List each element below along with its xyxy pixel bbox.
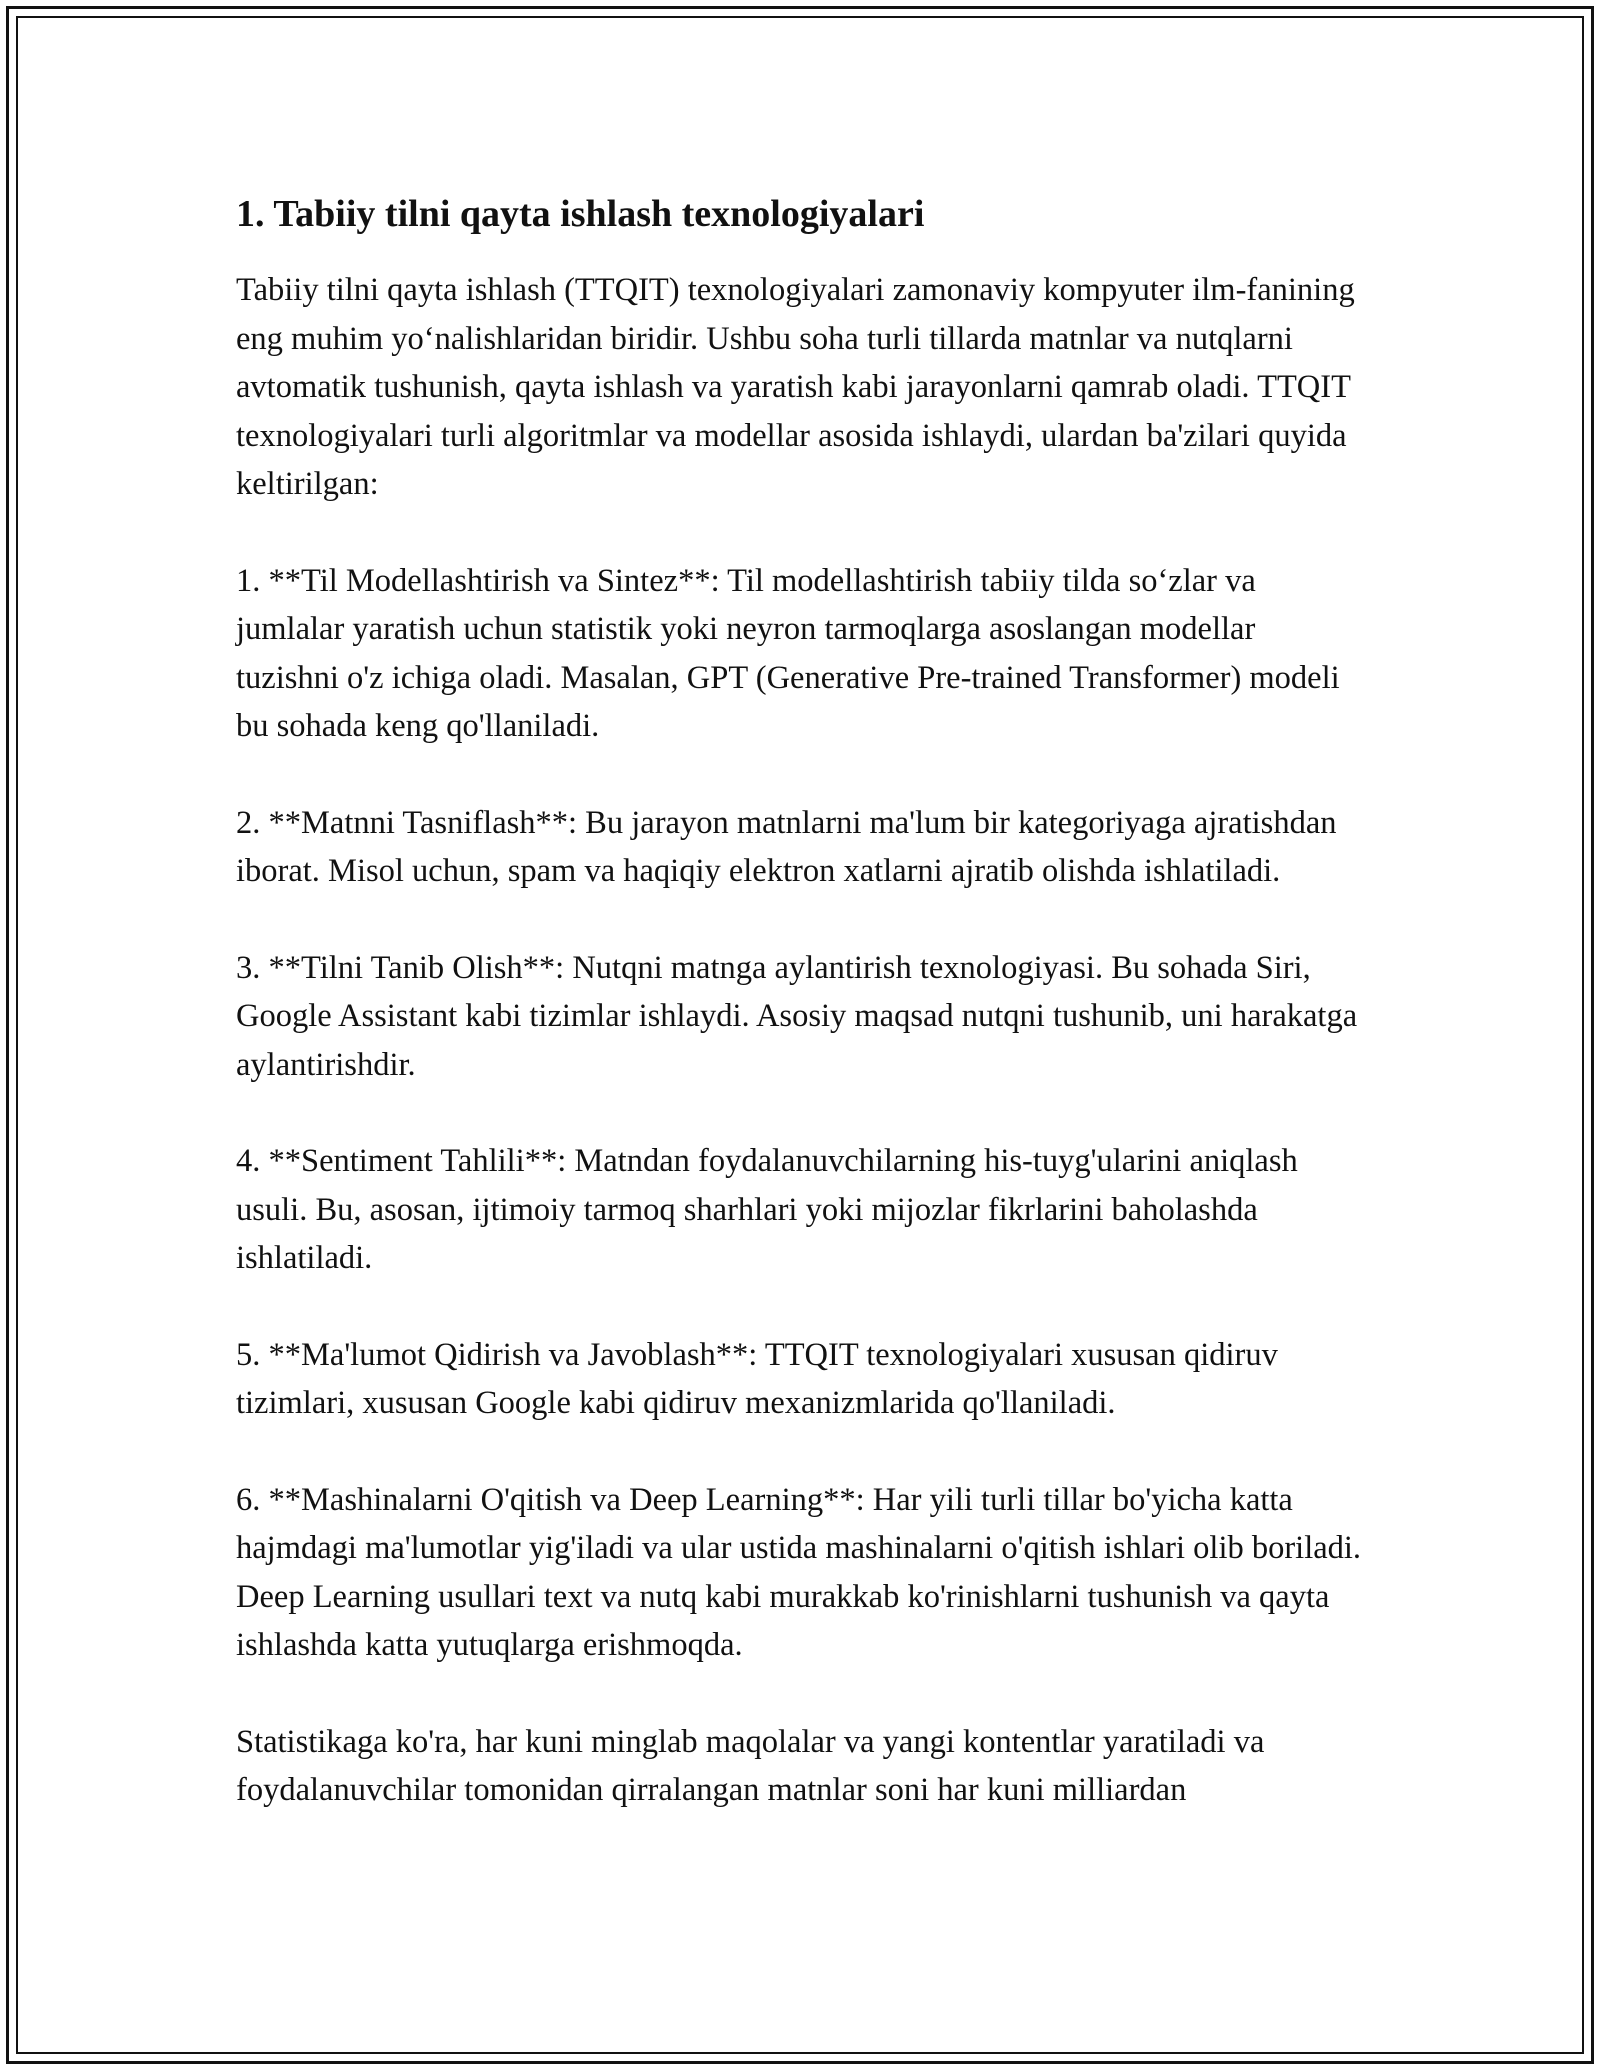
list-item-information-retrieval: 5. **Ma'lumot Qidirish va Javoblash**: TTQIT texnologiyalari xususan qidiruv tizimlari, xususan Google kabi qidiruv mexanizmlarida qo'llaniladi.	[236, 1336, 1278, 1421]
document-body	[236, 188, 1366, 1863]
list-item-machine-learning: 6. **Mashinalarni O'qitish va Deep Learning**: Har yili turli tillar bo'yicha katta hajmdagi ma'lumotlar yig'iladi va ular ustida mashinalarni o'qitish ishlari olib boriladi. Deep Learning usullari text va nutq kabi murakkab ko'rinishlarni tushunish va qayta ishlashda katta yutuqlarga erishmoqda.	[236, 1481, 1362, 1663]
list-item-speech-recognition: 3. **Tilni Tanib Olish**: Nutqni matnga aylantirish texnologiyasi. Bu sohada Siri, Google Assistant kabi tizimlar ishlaydi. Asosiy maqsad nutqni tushunib, uni harakatga aylantirishdir.	[236, 949, 1358, 1083]
statistics-paragraph: Statistikaga ko'ra, har kuni minglab maqolalar va yangi kontentlar yaratiladi va foydalanuvchilar tomonidan qirralangan matnlar soni har kuni milliardan	[236, 1723, 1265, 1808]
list-item-text-classification: 2. **Matnni Tasniflash**: Bu jarayon matnlarni ma'lum bir kategoriyaga ajratishdan iborat. Misol uchun, spam va haqiqiy elektron xatlarni ajratib olishda ishlatiladi.	[236, 804, 1337, 889]
intro-paragraph: Tabiiy tilni qayta ishlash (TTQIT) texnologiyalari zamonaviy kompyuter ilm-fanining eng muhim yo‘nalishlaridan biridir. Ushbu soha turli tillarda matnlar va nutqlarni avtomatik tushunish, qayta ishlash va yaratish kabi jarayonlarni qamrab oladi. TTQIT texnologiyalari turli algoritmlar va modellar asosida ishlaydi, ulardan ba'zilari quyida keltirilgan:	[236, 272, 1355, 502]
section-heading: 1. Tabiiy tilni qayta ishlash texnologiyalari	[236, 193, 925, 235]
list-item-sentiment-analysis: 4. **Sentiment Tahlili**: Matndan foydalanuvchilarning his-tuyg'ularini aniqlash usuli. Bu, asosan, ijtimoiy tarmoq sharhlari yoki mijozlar fikrlarini baholashda ishlatiladi.	[236, 1143, 1298, 1276]
list-item-language-modeling: 1. **Til Modellashtirish va Sintez**: Til modellashtirish tabiiy tilda so‘zlar va jumlalar yaratish uchun statistik yoki neyron tarmoqlarga asoslangan modellar tuzishni o'z ichiga oladi. Masalan, GPT (Generative Pre-trained Transformer) modeli bu sohada keng qo'llaniladi.	[236, 562, 1340, 744]
